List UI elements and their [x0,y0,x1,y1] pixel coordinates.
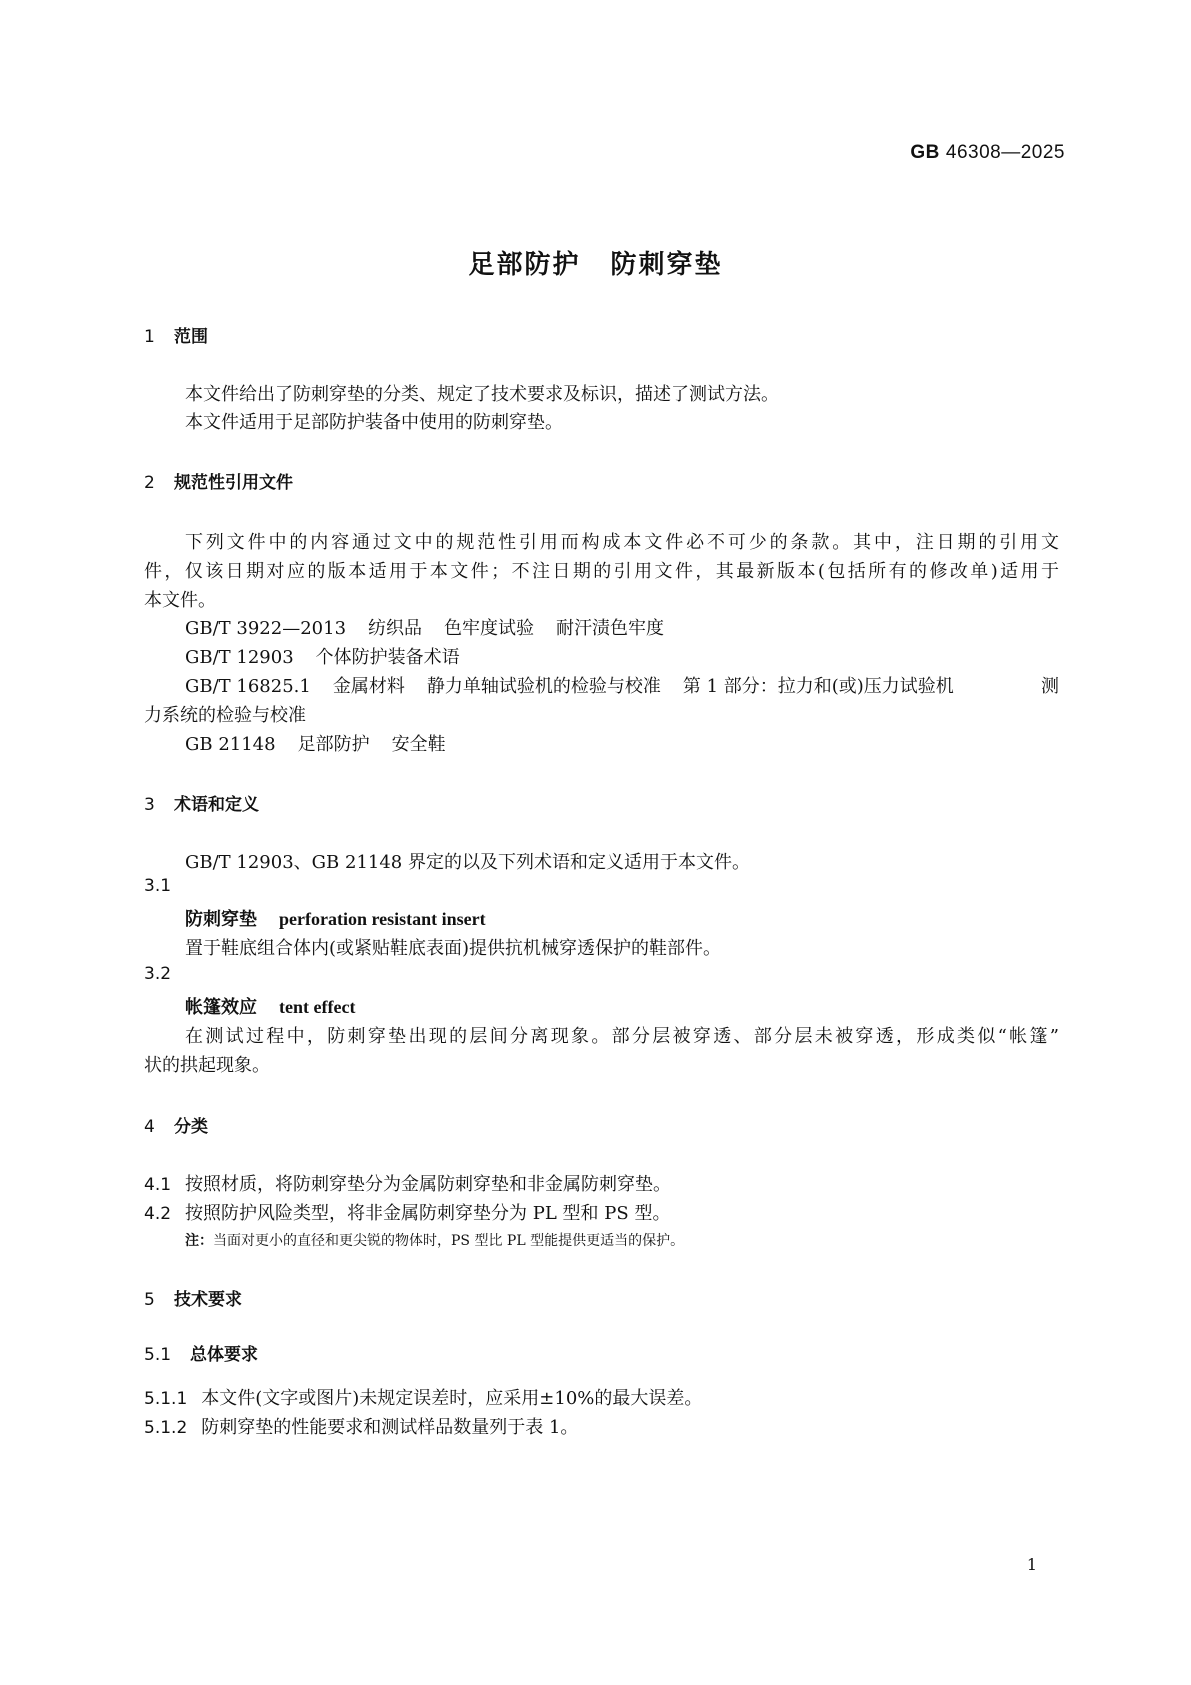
section-1-paragraph-1: 本文件给出了防刺穿垫的分类、规定了技术要求及标识，描述了测试方法。 [185,384,779,405]
subsection-5-1-heading: 5.1 总体要求 [144,1345,258,1365]
reference-item: GB 21148 足部防护 安全鞋 [185,734,446,755]
page-number: 1 [1026,1555,1037,1574]
term-heading: 帐篷效应 tent effect [185,997,356,1018]
document-number [910,142,1065,164]
section-1-paragraph-2: 本文件适用于足部防护装备中使用的防刺穿垫。 [185,412,563,433]
standard-prefix: GB [910,142,940,163]
standard-number: 46308—2025 [945,142,1065,163]
reference-item-continuation: 力系统的检验与校准 [144,705,306,726]
clause-item: 4.2 按照防护风险类型，将非金属防刺穿垫分为 PL 型和 PS 型。 [144,1203,671,1224]
section-3-intro: GB/T 12903、GB 21148 界定的以及下列术语和定义适用于本文件。 [185,852,750,873]
note: 注：当面对更小的直径和更尖锐的物体时，PS 型比 PL 型能提供更适当的保护。 [185,1233,685,1249]
section-4-heading: 4 分类 [144,1117,208,1137]
section-2-heading: 2 规范性引用文件 [144,473,293,493]
section-5-heading: 5 技术要求 [144,1290,242,1310]
clause-item: 4.1 按照材质，将防刺穿垫分为金属防刺穿垫和非金属防刺穿垫。 [144,1174,672,1195]
title-part1: 足部防护 [468,250,581,280]
title-part2: 防刺穿垫 [610,250,723,280]
section-2-intro-line-3: 本文件。 [144,590,216,611]
term-heading: 防刺穿垫 perforation resistant insert [185,909,486,930]
reference-item: GB/T 16825.1 金属材料 静力单轴试验机的检验与校准 第 1 部分：拉力和(或)压力试验机 测 [185,676,1059,697]
section-3-heading: 3 术语和定义 [144,795,259,815]
section-1-heading: 1 范围 [144,327,208,347]
term-definition: 置于鞋底组合体内(或紧贴鞋底表面)提供抗机械穿透保护的鞋部件。 [185,938,722,959]
section-2-intro-line-1: 下列文件中的内容通过文中的规范性引用而构成本文件必不可少的条款。其中，注日期的引用文 [185,532,1059,553]
reference-item: GB/T 12903 个体防护装备术语 [185,647,460,668]
term-number: 3.2 [144,964,172,984]
reference-item: GB/T 3922—2013 纺织品 色牢度试验 耐汗渍色牢度 [185,618,665,639]
clause-item: 5.1.2 防刺穿垫的性能要求和测试样品数量列于表 1。 [144,1417,579,1438]
term-number: 3.1 [144,876,172,896]
term-definition-continuation: 状的拱起现象。 [144,1055,270,1076]
page-title [0,244,1191,281]
section-2-intro-line-2: 件，仅该日期对应的版本适用于本文件；不注日期的引用文件，其最新版本(包括所有的修改单)适用于 [144,561,1059,582]
clause-item: 5.1.1 本文件(文字或图片)未规定误差时，应采用±10%的最大误差。 [144,1388,703,1409]
term-definition: 在测试过程中，防刺穿垫出现的层间分离现象。部分层被穿透、部分层未被穿透，形成类似“帐篷” [185,1026,1059,1047]
